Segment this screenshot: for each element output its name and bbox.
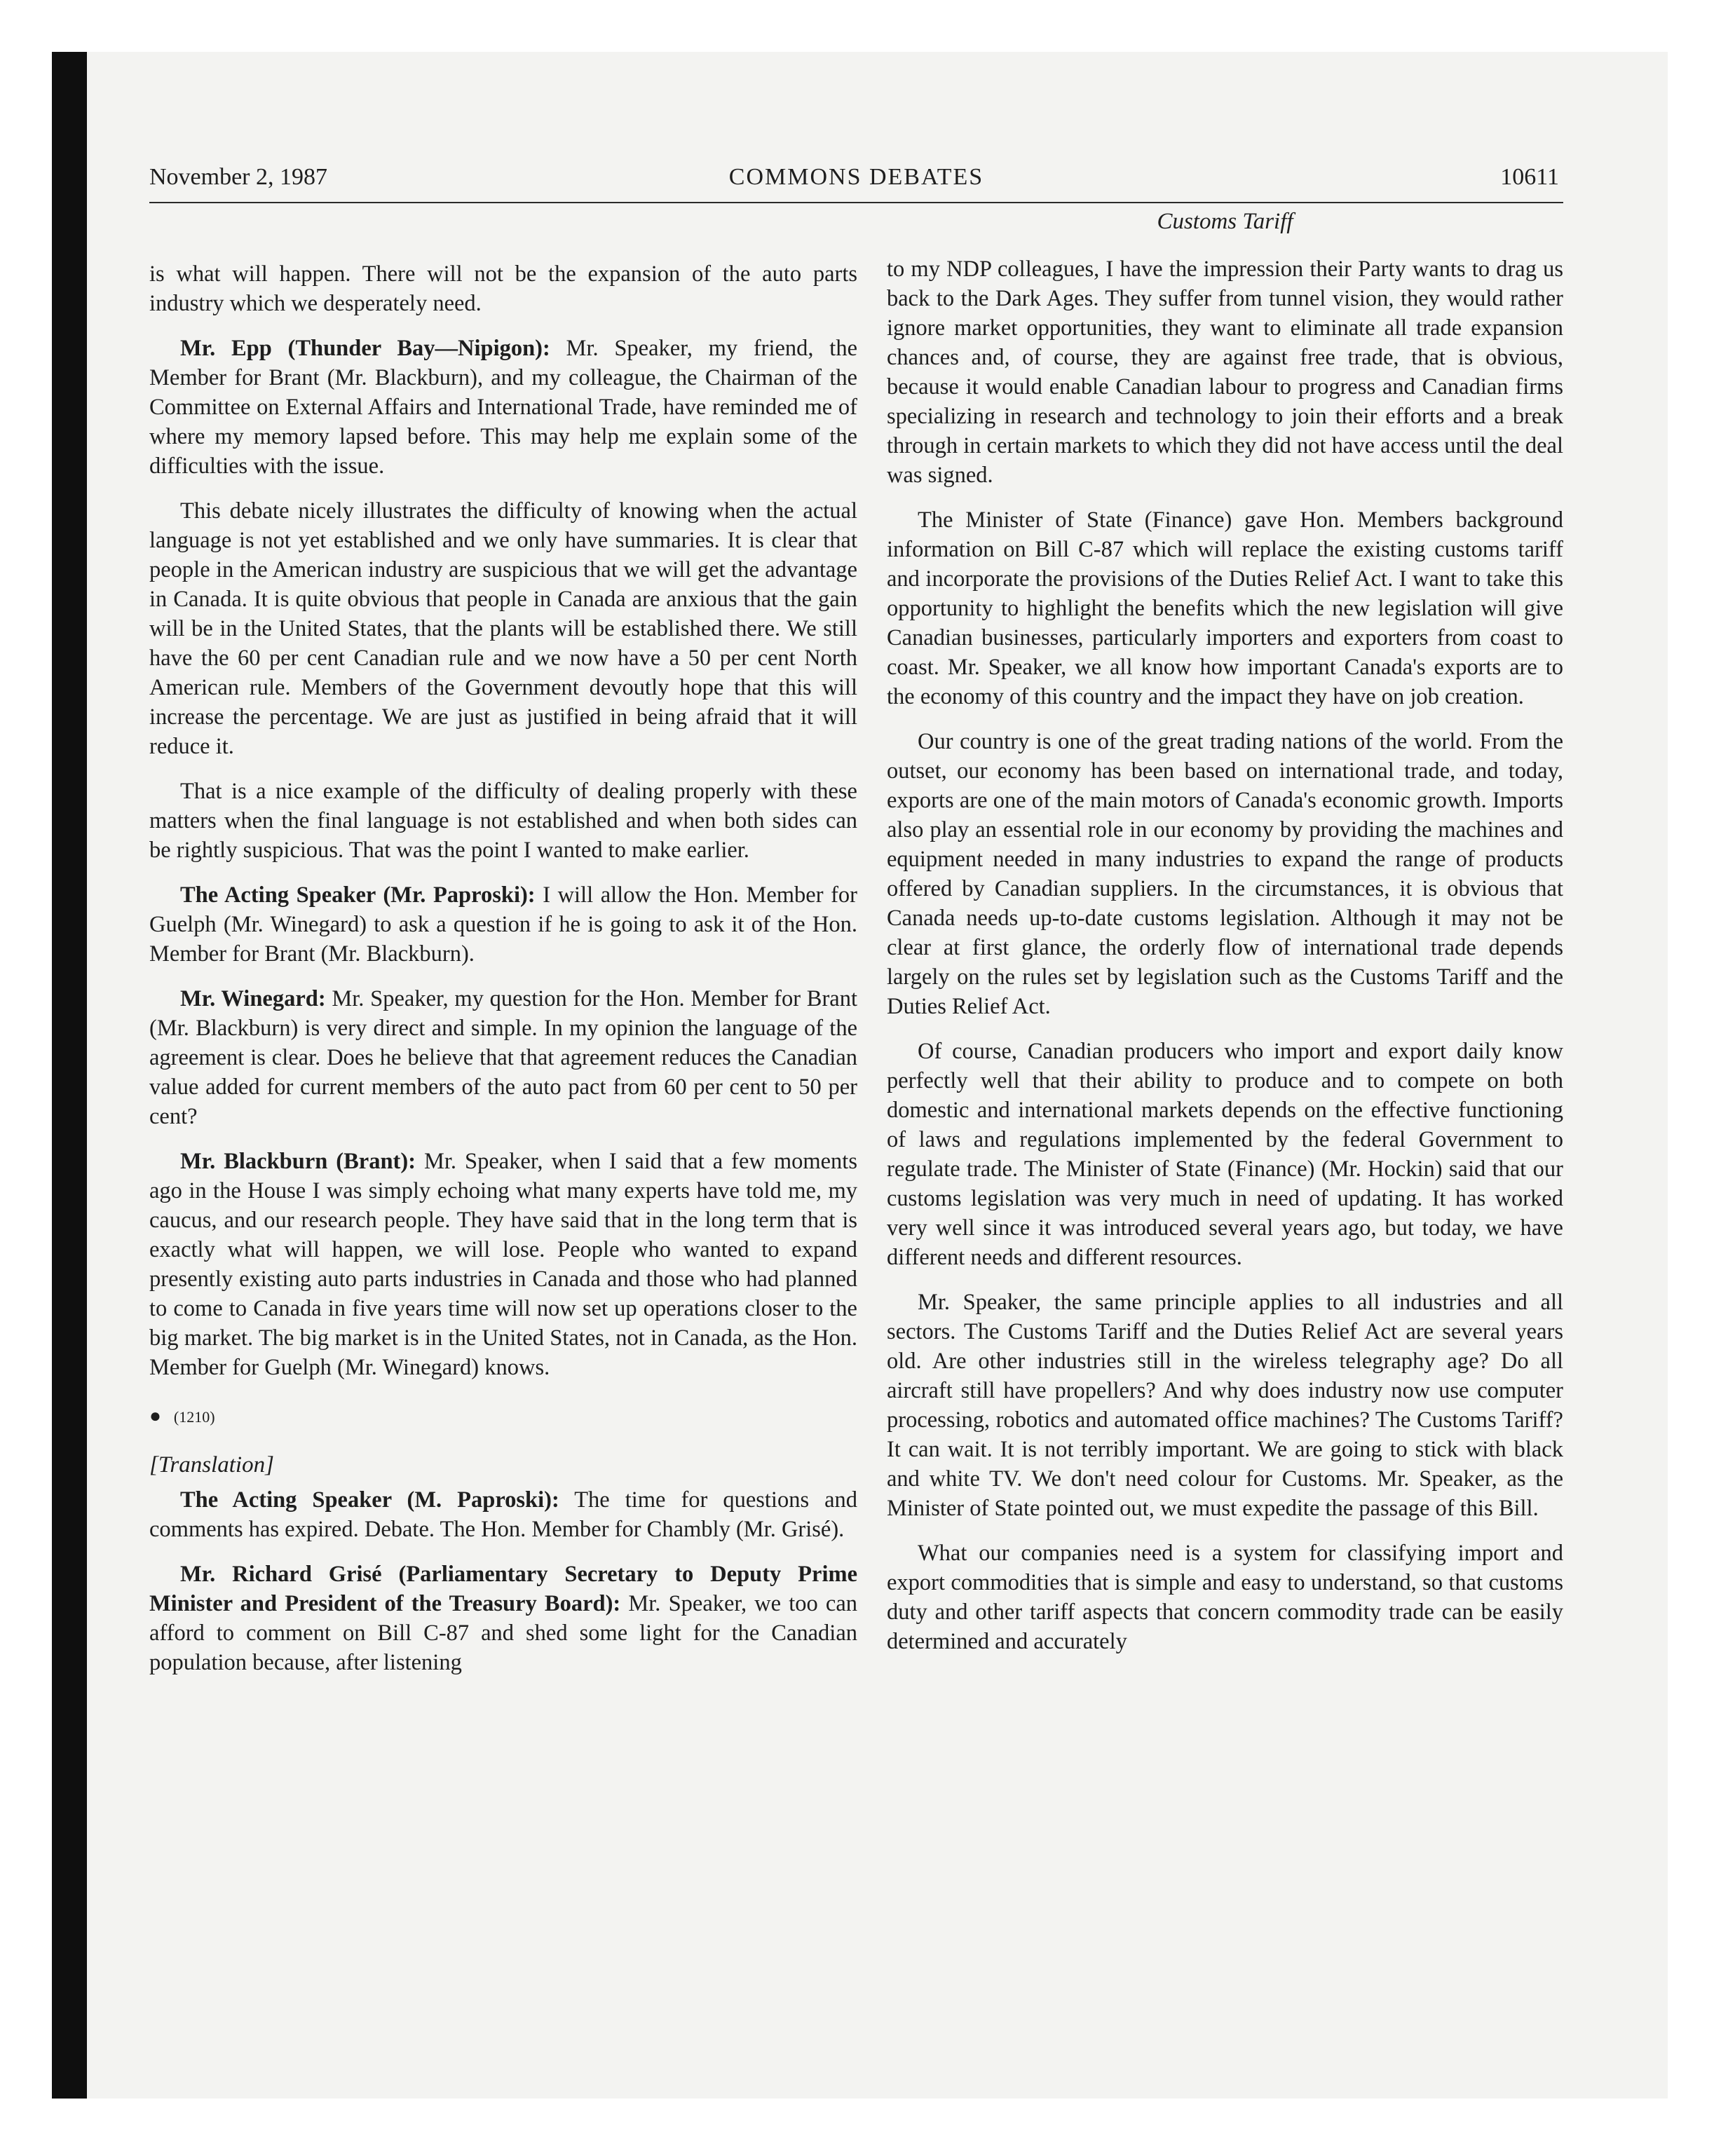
header-title: COMMONS DEBATES <box>728 164 984 190</box>
header-page-number: 10611 <box>1500 164 1559 190</box>
speaker-name: Mr. Richard Grisé (Parliamentary Secretary to Deputy Prime Minister and President of the Treasury Board): <box>149 1562 857 1616</box>
paragraph: to my NDP colleagues, I have the impression their Party wants to drag us back to the Dark Ages. They suffer from tunnel vision, they would rather ignore market opportunities, they want to eliminate all trade expansion chances and, of course, they are against free trade, that is obvious, because it would enable Canadian labour to progress and Canadian firms specializing in research and technology to join their efforts and a break through in certain markets to which they did not have access until the deal was signed. <box>887 257 1563 488</box>
running-subject: Customs Tariff <box>1157 209 1293 234</box>
paragraph: Mr. Speaker, the same principle applies to all industries and all sectors. The Customs Tariff and the Duties Relief Act are several years old. Are other industries still in the wireless telegraphy age? Do all aircraft still have propellers? And why does industry now use computer processing, robotics and automated office machines? The Customs Tariff? It can wait. It is not terribly important. We are going to stick with black and white TV. We don't need colour for Customs. Mr. Speaker, as the Minister of State pointed out, we must expedite the passage of this Bill. <box>887 1290 1563 1521</box>
speaker-name: The Acting Speaker (Mr. Paproski): <box>180 882 536 908</box>
speech-text: I will allow the Hon. Member for Guelph (Mr. Winegard) to ask a question if he is going to ask it of the Hon. Member for Brant (Mr. Blackburn). <box>149 882 857 967</box>
speech-paragraph <box>149 334 857 481</box>
header-date: November 2, 1987 <box>149 164 328 190</box>
time-marker <box>149 1402 857 1432</box>
speaker-name: The Acting Speaker (M. Paproski): <box>180 1487 559 1513</box>
speaker-name: Mr. Blackburn (Brant): <box>180 1149 416 1174</box>
paragraph: Our country is one of the great trading nations of the world. From the outset, our economy has been based on international trade, and today, exports are one of the main motors of Canada's economic growth. Imports also play an essential role in our economy by providing the machines and equipment needed in many industries to expand the range of products offered by Canadian suppliers. In the circumstances, it is obvious that Canada needs up-to-date customs legislation. Although it may not be clear at first glance, the orderly flow of international trade depends largely on the rules set by legislation such as the Customs Tariff and the Duties Relief Act. <box>887 729 1563 1019</box>
speaker-name: Mr. Winegard: <box>180 986 326 1011</box>
paragraph: That is a nice example of the difficulty of dealing properly with these matters when the final language is not established and when both sides can be rightly suspicious. That was the point I wanted to make earlier. <box>149 779 857 863</box>
speech-paragraph <box>149 984 857 1131</box>
scan-binding-edge <box>52 52 87 2099</box>
paragraph: This debate nicely illustrates the difficulty of knowing when the actual language is not yet established and we only have summaries. It is clear that people in the American industry are suspicious that we will get the advantage in Canada. It is quite obvious that people in Canada are anxious that the gain will be in the United States, that the plants will be established there. We still have the 60 per cent Canadian rule and we now have a 50 per cent North American rule. Members of the Government devoutly hope that this will increase the percentage. We are just as justified in being afraid that it will reduce it. <box>149 498 857 759</box>
left-column <box>149 259 857 1693</box>
paragraph: What our companies need is a system for classifying import and export commodities that is simple and easy to understand, so that customs duty and other tariff aspects that concern commodity trade can be easily determined and accurately <box>887 1541 1563 1654</box>
speech-paragraph <box>149 1147 857 1382</box>
speech-paragraph <box>149 1485 857 1544</box>
speech-text: Mr. Speaker, my question for the Hon. Member for Brant (Mr. Blackburn) is very direct and simple. In my opinion the language of the agreement is clear. Does he believe that that agreement reduces the Canadian value added for current members of the auto pact from 60 per cent to 50 per cent? <box>149 986 858 1129</box>
paragraph: Of course, Canadian producers who import and export daily know perfectly well that their ability to produce and to compete on both domestic and international markets depends on the effective functioning of laws and regulations implemented by the federal Government to regulate trade. The Minister of State (Finance) (Mr. Hockin) said that our customs legislation was very much in need of updating. It has worked very well since it was introduced several years ago, but today, we have different needs and different resources. <box>887 1039 1563 1270</box>
translation-note: [Translation] <box>149 1452 274 1478</box>
speech-text: Mr. Speaker, my friend, the Member for Brant (Mr. Blackburn), and my colleague, the Chairman of the Committee on External Affairs and International Trade, have reminded me of where my memory lapsed before. This may help me explain some of the difficulties with the issue. <box>149 336 857 479</box>
speech-paragraph <box>149 1560 857 1677</box>
speech-text: Mr. Speaker, we too can afford to comment on Bill C-87 and shed some light for the Canadian population because, after listening <box>149 1591 857 1675</box>
page-header <box>149 160 1563 203</box>
paragraph: The Minister of State (Finance) gave Hon. Members background information on Bill C-87 which will replace the existing customs tariff and incorporate the provisions of the Duties Relief Act. I want to take this opportunity to highlight the benefits which the new legislation will give Canadian businesses, particularly importers and exporters from coast to coast. Mr. Speaker, we all know how important Canada's exports are to the economy of this country and the impact they have on job creation. <box>887 507 1563 709</box>
speech-paragraph <box>149 880 857 969</box>
time-marker-text: (1210) <box>173 1408 215 1426</box>
speech-text: Mr. Speaker, when I said that a few moments ago in the House I was simply echoing what many experts have told me, my caucus, and our research people. They have said that in the long term that is exactly what will happen, we will lose. People who wanted to expand presently existing auto parts industries in Canada and those who had planned to come to Canada in five years time will now set up operations closer to the big market. The big market is in the United States, not in Canada, as the Hon. Member for Guelph (Mr. Winegard) knows. <box>149 1149 857 1380</box>
speech-text: The time for questions and comments has expired. Debate. The Hon. Member for Chambly (Mr. Grisé). <box>149 1487 857 1542</box>
right-column <box>887 254 1563 1672</box>
bullet-icon: ● <box>149 1405 161 1427</box>
speaker-name: Mr. Epp (Thunder Bay—Nipigon): <box>180 336 550 361</box>
paragraph: is what will happen. There will not be the expansion of the auto parts industry which we desperately need. <box>149 261 857 316</box>
